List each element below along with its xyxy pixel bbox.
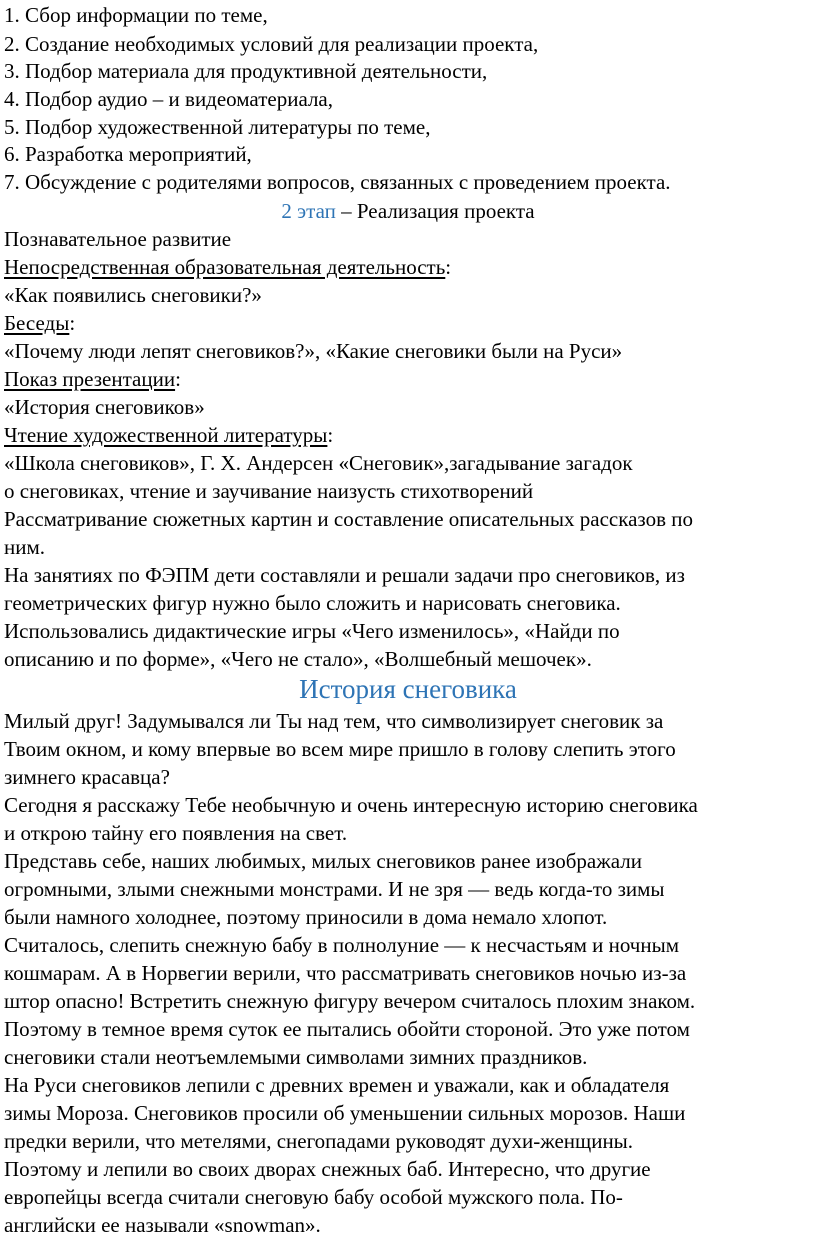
reading-line: о снеговиках, чтение и заучивание наизусть стихотворений [4, 479, 534, 503]
story-line: Поэтому в темное время суток ее пытались обойти стороной. Это уже потом [4, 1017, 690, 1041]
story-line: английски ее называли «snowman». [4, 1213, 321, 1237]
story-line: были намного холоднее, поэтому приносили в дома немало хлопот. [4, 905, 608, 929]
reading-line: ним. [4, 535, 46, 559]
prep-item-3: 3. Подбор материала для продуктивной деятельности, [4, 59, 488, 83]
talks-heading: Беседы: [4, 311, 76, 335]
reading-label: Чтение художественной литературы [4, 423, 328, 447]
story-line: Считалось, слепить снежную бабу в полнолуние — к несчастьям и ночным [4, 933, 679, 957]
story-line: кошмарам. А в Норвегии верили, что рассматривать снеговиков ночью из-за [4, 961, 687, 985]
prep-item-5: 5. Подбор художественной литературы по теме, [4, 115, 431, 139]
story-line: и открою тайну его появления на свет. [4, 821, 348, 845]
stage-rest: – Реализация проекта [335, 199, 535, 223]
reading-heading: Чтение художественной литературы: [4, 423, 334, 447]
presentation-label: Показ презентации [4, 367, 176, 391]
nod-label: Непосредственная образовательная деятельность [4, 255, 446, 279]
story-line: На Руси снеговиков лепили с древних времен и уважали, как и обладателя [4, 1073, 670, 1097]
reading-line: Использовались дидактические игры «Чего изменилось», «Найди по [4, 619, 620, 643]
talks-label: Беседы [4, 311, 70, 335]
story-line: Поэтому и лепили во своих дворах снежных баб. Интересно, что другие [4, 1157, 651, 1181]
nod-value: «Как появились снеговики?» [4, 283, 262, 307]
nod-heading: Непосредственная образовательная деятельность: [4, 255, 452, 279]
reading-line: На занятиях по ФЭПМ дети составляли и решали задачи про снеговиков, из [4, 563, 685, 587]
story-line: зимнего красавца? [4, 765, 170, 789]
prep-item-7: 7. Обсуждение с родителями вопросов, связанных с проведением проекта. [4, 170, 671, 194]
talks-value: «Почему люди лепят снеговиков?», «Какие снеговики были на Руси» [4, 339, 623, 363]
story-line: Сегодня я расскажу Тебе необычную и очень интересную историю снеговика [4, 793, 698, 817]
activity-area: Познавательное развитие [4, 227, 232, 251]
story-line: штор опасно! Встретить снежную фигуру вечером считалось плохим знаком. [4, 989, 696, 1013]
story-line: снеговики стали неотъемлемыми символами зимних праздников. [4, 1045, 588, 1069]
reading-line: Рассматривание сюжетных картин и составление описательных рассказов по [4, 507, 694, 531]
prep-item-1: 1. Сбор информации по теме, [4, 3, 268, 27]
story-line: зимы Мороза. Снеговиков просили об уменьшении сильных морозов. Наши [4, 1101, 686, 1125]
story-line: огромными, злыми снежными монстрами. И не зря — ведь когда-то зимы [4, 877, 665, 901]
presentation-heading: Показ презентации: [4, 367, 181, 391]
prep-item-6: 6. Разработка мероприятий, [4, 142, 252, 166]
stage-label: 2 этап [281, 199, 336, 223]
prep-item-2: 2. Создание необходимых условий для реализации проекта, [4, 32, 539, 56]
reading-line: описанию и по форме», «Чего не стало», «Волшебный мешочек». [4, 647, 592, 671]
story-line: Милый друг! Задумывался ли Ты над тем, что символизирует снеговик за [4, 709, 664, 733]
presentation-value: «История снеговиков» [4, 395, 205, 419]
story-line: Представь себе, наших любимых, милых снеговиков ранее изображали [4, 849, 642, 873]
story-line: европейцы всегда считали снеговую бабу особой мужского пола. По- [4, 1185, 623, 1209]
story-title: История снеговика [299, 674, 517, 704]
stage-heading [0, 198, 816, 224]
reading-line: геометрических фигур нужно было сложить и нарисовать снеговика. [4, 591, 621, 615]
prep-item-4: 4. Подбор аудио – и видеоматериала, [4, 87, 333, 111]
story-line: предки верили, что метелями, снегопадами руководят духи-женщины. [4, 1129, 634, 1153]
story-line: Твоим окном, и кому впервые во всем мире пришло в голову слепить этого [4, 737, 676, 761]
reading-line: «Школа снеговиков», Г. Х. Андерсен «Снеговик»,загадывание загадок [4, 451, 633, 475]
